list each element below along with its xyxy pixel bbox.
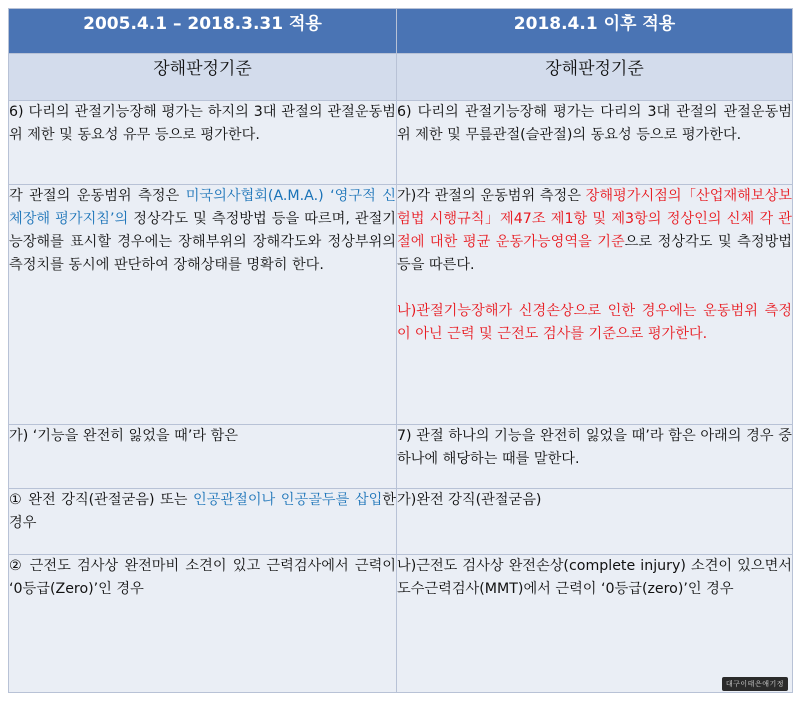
text-run: 정상각도 및 측정방법 등을 따르며, 관절기능장해를 표시할 경우에는 장해부위의 장해각도와 정상부위의 측정치를 동시에 판단하여 장해상태를 명확히 한다. [9,211,396,273]
right-period-header: 2018.4.1 이후 적용 [397,9,793,54]
text-run: 6) 다리의 관절기능장해 평가는 하지의 3대 관절의 관절운동범위 제한 및 동요성 유무 등으로 평가한다. [9,104,396,143]
table-row [9,489,793,555]
right-criteria-label: 장해판정기준 [397,54,793,101]
text-run: 한 경우 [9,492,396,531]
left-cell [9,555,397,693]
right-cell [397,489,793,555]
table-row [9,555,793,693]
highlight-text-red: 나)관절기능장해가 신경손상으로 인한 경우에는 운동범위 측정이 아닌 근력 및 근전도 검사를 기준으로 평가한다. [397,303,792,342]
left-period-header: 2005.4.1 – 2018.3.31 적용 [9,9,397,54]
right-paragraph [397,489,792,512]
right-cell [397,425,793,489]
highlight-text-blue: 미국의사협회(A.M.A.) ‘영구적 신체장해 평가지침’의 [9,188,396,227]
left-paragraph [9,101,396,147]
right-cell [397,185,793,425]
text-run: 각 관절의 운동범위 측정은 [9,188,186,204]
right-extra-paragraph [397,300,792,346]
criteria-header-row [9,54,793,101]
table-row [9,185,793,425]
left-cell [9,489,397,555]
table-row [9,425,793,489]
text-run: 나)근전도 검사상 완전손상(complete injury) 소견이 있으면서 도수근력검사(MMT)에서 근력이 ‘0등급(zero)’인 경우 [397,558,792,597]
right-paragraph [397,425,792,471]
left-cell [9,185,397,425]
highlight-text-red: 장해평가시점의「산업재해보상보험법 시행규칙」제47조 제1항 및 제3항의 정상인의 신체 각 관절에 대한 평균 운동가능영역을 기준 [397,188,792,250]
text-run: ② 근전도 검사상 완전마비 소견이 있고 근력검사에서 근력이 ‘0등급(Zero)’인 경우 [9,558,396,597]
comparison-table [8,8,793,693]
text-run: 으로 정상각도 및 측정방법 등을 따른다. [397,234,792,273]
period-header-row [9,9,793,54]
right-paragraph [397,185,792,277]
left-criteria-label: 장해판정기준 [9,54,397,101]
text-run: 6) 다리의 관절기능장해 평가는 다리의 3대 관절의 관절운동범위 제한 및 무릎관절(슬관절)의 동요성 등으로 평가한다. [397,104,792,143]
left-cell [9,101,397,185]
table-row [9,101,793,185]
left-paragraph [9,489,396,535]
text-run: 7) 관절 하나의 기능을 완전히 잃었을 때’라 함은 아래의 경우 중 하나에 해당하는 때를 말한다. [397,428,792,467]
text-run: 가)각 관절의 운동범위 측정은 [397,188,586,204]
left-paragraph [9,555,396,601]
right-paragraph [397,101,792,147]
text-run: 가)완전 강직(관절굳음) [397,492,542,508]
left-cell [9,425,397,489]
right-paragraph [397,555,792,601]
text-run: 가) ‘기능을 완전히 잃었을 때’라 함은 [9,428,238,444]
left-paragraph [9,185,396,277]
text-run: ① 완전 강직(관절굳음) 또는 [9,492,194,508]
highlight-text-blue: 인공관절이나 인공골두를 삽입 [193,492,383,508]
right-cell [397,555,793,693]
left-paragraph [9,425,396,448]
watermark-badge: 대구이태은애기정 [722,677,788,691]
right-cell [397,101,793,185]
